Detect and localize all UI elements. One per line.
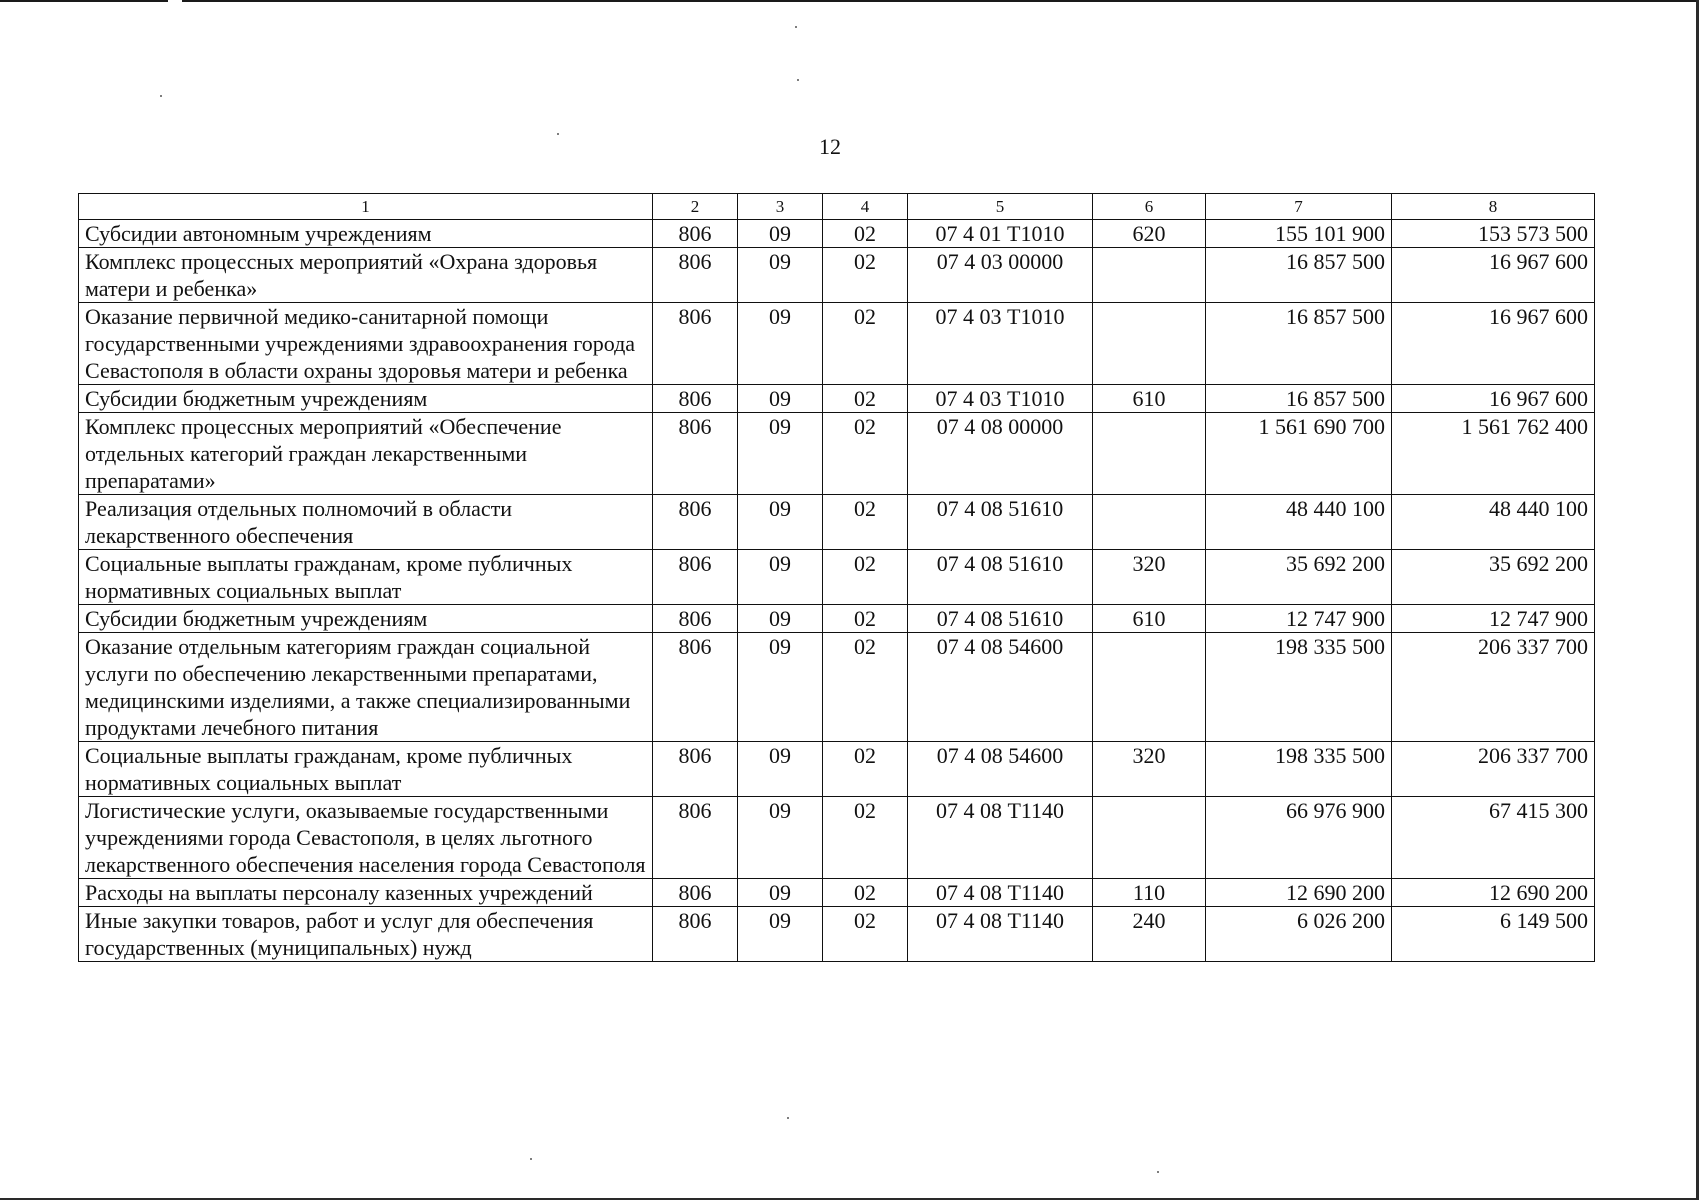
table-row (79, 248, 1595, 303)
row-amount-year1: 66 976 900 (1206, 797, 1392, 879)
row-subsection: 02 (823, 385, 908, 413)
row-expense-type (1093, 633, 1206, 742)
budget-table (78, 193, 1595, 962)
row-expense-type (1093, 248, 1206, 303)
row-expense-type: 110 (1093, 879, 1206, 907)
row-amount-year2: 35 692 200 (1392, 550, 1595, 605)
row-subsection: 02 (823, 413, 908, 495)
row-target-article: 07 4 08 Т1140 (908, 907, 1093, 962)
row-name: Комплекс процессных мероприятий «Охрана здоровья матери и ребенка» (79, 248, 653, 303)
row-target-article: 07 4 03 00000 (908, 248, 1093, 303)
row-ministry-code: 806 (653, 742, 738, 797)
row-amount-year2: 12 747 900 (1392, 605, 1595, 633)
row-amount-year1: 155 101 900 (1206, 220, 1392, 248)
row-expense-type (1093, 797, 1206, 879)
row-subsection: 02 (823, 633, 908, 742)
row-subsection: 02 (823, 742, 908, 797)
row-ministry-code: 806 (653, 797, 738, 879)
row-subsection: 02 (823, 797, 908, 879)
row-amount-year2: 16 967 600 (1392, 385, 1595, 413)
header-col-5: 5 (908, 194, 1093, 220)
row-amount-year2: 153 573 500 (1392, 220, 1595, 248)
row-expense-type (1093, 495, 1206, 550)
row-amount-year2: 206 337 700 (1392, 742, 1595, 797)
row-ministry-code: 806 (653, 303, 738, 385)
scan-speck (160, 95, 162, 97)
row-expense-type: 610 (1093, 605, 1206, 633)
row-subsection: 02 (823, 248, 908, 303)
row-ministry-code: 806 (653, 413, 738, 495)
row-amount-year2: 67 415 300 (1392, 797, 1595, 879)
row-amount-year1: 16 857 500 (1206, 385, 1392, 413)
table-row (79, 413, 1595, 495)
row-target-article: 07 4 08 00000 (908, 413, 1093, 495)
header-col-7: 7 (1206, 194, 1392, 220)
row-name: Расходы на выплаты персоналу казенных учреждений (79, 879, 653, 907)
header-col-8: 8 (1392, 194, 1595, 220)
row-section: 09 (738, 248, 823, 303)
scan-speck (1157, 1171, 1159, 1173)
row-section: 09 (738, 879, 823, 907)
row-amount-year2: 12 690 200 (1392, 879, 1595, 907)
row-amount-year1: 48 440 100 (1206, 495, 1392, 550)
header-col-1: 1 (79, 194, 653, 220)
row-name: Субсидии автономным учреждениям (79, 220, 653, 248)
header-col-4: 4 (823, 194, 908, 220)
table-row (79, 385, 1595, 413)
row-subsection: 02 (823, 495, 908, 550)
row-ministry-code: 806 (653, 248, 738, 303)
row-amount-year1: 1 561 690 700 (1206, 413, 1392, 495)
row-ministry-code: 806 (653, 385, 738, 413)
row-section: 09 (738, 550, 823, 605)
row-expense-type: 620 (1093, 220, 1206, 248)
row-subsection: 02 (823, 879, 908, 907)
row-amount-year1: 12 690 200 (1206, 879, 1392, 907)
row-amount-year2: 1 561 762 400 (1392, 413, 1595, 495)
row-subsection: 02 (823, 605, 908, 633)
row-amount-year1: 16 857 500 (1206, 248, 1392, 303)
header-col-6: 6 (1093, 194, 1206, 220)
table-row (79, 879, 1595, 907)
table-row (79, 495, 1595, 550)
row-ministry-code: 806 (653, 550, 738, 605)
table-row (79, 303, 1595, 385)
table-row (79, 220, 1595, 248)
table-row (79, 550, 1595, 605)
page-number: 12 (819, 134, 841, 159)
row-ministry-code: 806 (653, 879, 738, 907)
table-row (79, 907, 1595, 962)
row-amount-year1: 198 335 500 (1206, 633, 1392, 742)
row-amount-year1: 198 335 500 (1206, 742, 1392, 797)
row-subsection: 02 (823, 550, 908, 605)
row-section: 09 (738, 495, 823, 550)
scan-speck (530, 1158, 532, 1160)
row-name: Оказание первичной медико-санитарной помощи государственными учреждениями здравоохранения города Севастополя в области охраны здоровья матери и ребенка (79, 303, 653, 385)
table-row (79, 605, 1595, 633)
table-row (79, 633, 1595, 742)
row-ministry-code: 806 (653, 220, 738, 248)
row-name: Социальные выплаты гражданам, кроме публичных нормативных социальных выплат (79, 742, 653, 797)
row-section: 09 (738, 633, 823, 742)
row-name: Комплекс процессных мероприятий «Обеспечение отдельных категорий граждан лекарственными препаратами» (79, 413, 653, 495)
row-expense-type (1093, 413, 1206, 495)
row-target-article: 07 4 08 Т1140 (908, 879, 1093, 907)
row-amount-year2: 6 149 500 (1392, 907, 1595, 962)
row-expense-type: 320 (1093, 742, 1206, 797)
row-section: 09 (738, 413, 823, 495)
row-name: Субсидии бюджетным учреждениям (79, 605, 653, 633)
scan-speck (797, 79, 799, 81)
row-ministry-code: 806 (653, 605, 738, 633)
row-section: 09 (738, 605, 823, 633)
row-target-article: 07 4 08 54600 (908, 633, 1093, 742)
row-section: 09 (738, 303, 823, 385)
row-expense-type: 610 (1093, 385, 1206, 413)
row-amount-year1: 16 857 500 (1206, 303, 1392, 385)
table-row (79, 742, 1595, 797)
row-name: Иные закупки товаров, работ и услуг для обеспечения государственных (муниципальных) нужд (79, 907, 653, 962)
row-expense-type (1093, 303, 1206, 385)
table-header-row (79, 194, 1595, 220)
row-subsection: 02 (823, 303, 908, 385)
row-section: 09 (738, 797, 823, 879)
scan-speck (787, 1117, 789, 1119)
row-target-article: 07 4 01 Т1010 (908, 220, 1093, 248)
row-expense-type: 240 (1093, 907, 1206, 962)
row-amount-year1: 35 692 200 (1206, 550, 1392, 605)
scan-speck (557, 133, 559, 135)
row-section: 09 (738, 385, 823, 413)
row-ministry-code: 806 (653, 907, 738, 962)
row-target-article: 07 4 03 Т1010 (908, 385, 1093, 413)
row-name: Субсидии бюджетным учреждениям (79, 385, 653, 413)
row-expense-type: 320 (1093, 550, 1206, 605)
scan-top-border-gap (168, 0, 182, 3)
row-ministry-code: 806 (653, 633, 738, 742)
row-section: 09 (738, 742, 823, 797)
row-amount-year1: 12 747 900 (1206, 605, 1392, 633)
row-amount-year2: 206 337 700 (1392, 633, 1595, 742)
header-col-2: 2 (653, 194, 738, 220)
scan-top-border (0, 0, 1699, 2)
row-target-article: 07 4 08 51610 (908, 550, 1093, 605)
row-subsection: 02 (823, 220, 908, 248)
row-name: Оказание отдельным категориям граждан социальной услуги по обеспечению лекарственными препаратами, медицинскими изделиями, а также специализированными продуктами лечебного питания (79, 633, 653, 742)
row-section: 09 (738, 220, 823, 248)
row-target-article: 07 4 08 54600 (908, 742, 1093, 797)
row-subsection: 02 (823, 907, 908, 962)
row-target-article: 07 4 08 Т1140 (908, 797, 1093, 879)
table-row (79, 797, 1595, 879)
row-amount-year1: 6 026 200 (1206, 907, 1392, 962)
row-target-article: 07 4 08 51610 (908, 495, 1093, 550)
row-target-article: 07 4 03 Т1010 (908, 303, 1093, 385)
row-section: 09 (738, 907, 823, 962)
header-col-3: 3 (738, 194, 823, 220)
row-amount-year2: 16 967 600 (1392, 248, 1595, 303)
row-target-article: 07 4 08 51610 (908, 605, 1093, 633)
scan-speck (795, 26, 797, 28)
row-name: Логистические услуги, оказываемые государственными учреждениями города Севастополя, в целях льготного лекарственного обеспечения населения города Севастополя (79, 797, 653, 879)
row-amount-year2: 48 440 100 (1392, 495, 1595, 550)
row-ministry-code: 806 (653, 495, 738, 550)
row-name: Реализация отдельных полномочий в области лекарственного обеспечения (79, 495, 653, 550)
row-name: Социальные выплаты гражданам, кроме публичных нормативных социальных выплат (79, 550, 653, 605)
row-amount-year2: 16 967 600 (1392, 303, 1595, 385)
